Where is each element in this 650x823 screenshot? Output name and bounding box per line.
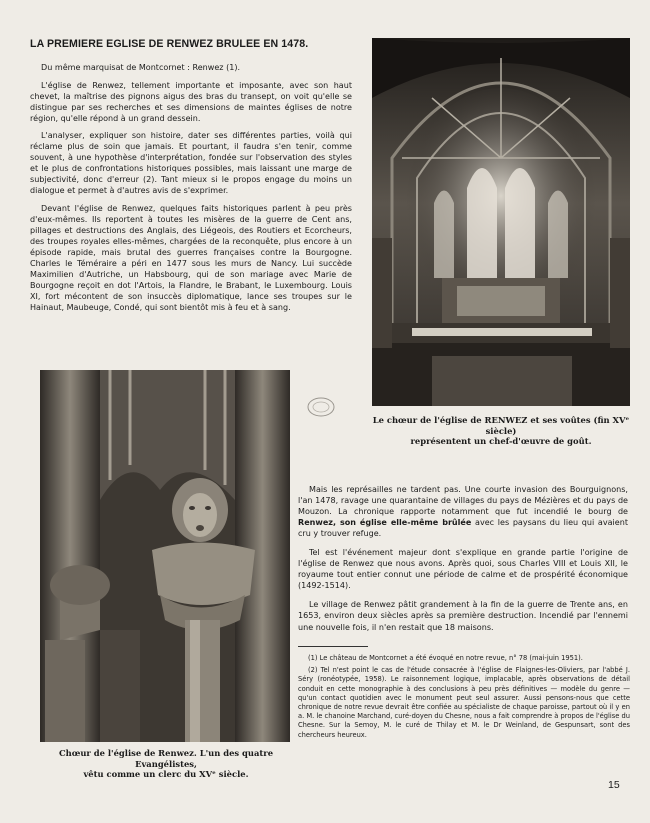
left-text-column: [30, 62, 352, 320]
article-heading: LA PREMIERE EGLISE DE RENWEZ BRULEE EN 1478.: [30, 38, 309, 50]
paragraph-text: Mais les représailles ne tardent pas. Une courte invasion des Bourguignons, l'an 1478, ravage une quarantaine de villages du pays de Mézières et du pays de Mouzon. La chronique rapporte notamment que fut incendié le bourg de: [298, 485, 628, 517]
caption-line: représentent un chef-d'œuvre de goût.: [410, 436, 592, 446]
footnote: (2) Tel n'est point le cas de l'étude consacrée à l'église de Flaignes-les-Oliviers, par l'abbé J. Séry (ronéotypée, 1958). Le raisonnement logique, implacable, après observations de détail conduit en cette monographie à des conclusions à peu près définitives — modèle du genre — qu'un contact quotidien avec le monument peut seul assurer. Aussi pensons-nous que cette chronique de notre revue devrait être confiée au spécialiste de chaque paroisse, partout où il y en a. M. le chanoine Marchand, curé-doyen du Chesne, nous a fait comprendre à propos de l'église du Chesne. Sur la Semoy, M. le curé de Thilay et M. le Dr Weinland, de Gespunsart, sont des chercheurs heureux.: [298, 666, 630, 739]
paragraph: Le village de Renwez pâtit grandement à la fin de la guerre de Trente ans, en 1653, environ deux siècles après sa première destruction. Incendié par l'ennemi une nouvelle fois, il n'en restait que 18 maisons.: [298, 600, 628, 632]
footnote-divider: [298, 646, 368, 647]
bottom-photo-caption: [30, 748, 302, 780]
choir-vault-photo: [372, 38, 630, 406]
right-text-column: [298, 484, 628, 641]
evangelist-sculpture-photo: [40, 370, 290, 742]
paragraph: L'analyser, expliquer son histoire, dater ses différentes parties, voilà qui réclame plus de soin que jamais. Et pourtant, il faudra s'en tenir, comme souvent, à une hypothèse d'interprétation, fondée sur l'observation des styles et le plus de confrontations historiques possibles, mais laissant une marge de subjectivité, donc d'erreur (2). Tant mieux si le propos engage du moins un dialogue et permet à d'autres avis de s'exprimer.: [30, 131, 352, 196]
caption-line: Le chœur de l'église de RENWEZ et ses voûtes (fin XVᵉ siècle): [372, 415, 630, 436]
footnotes: [298, 654, 630, 743]
emphasis-text: Renwez, son église elle-même brûlée: [298, 518, 472, 528]
paragraph: Tel est l'événement majeur dont s'explique en grande partie l'origine de l'église de Renwez que nous avons. Après quoi, sous Charles VIII et Louis XII, le royaume tout entier connut une période de calme et de prospérité économique (1492-1514).: [298, 548, 628, 591]
paragraph: Du même marquisat de Montcornet : Renwez (1).: [41, 63, 241, 72]
paragraph: L'église de Renwez, tellement importante et imposante, avec son haut chevet, la maîtrise des pignons aigus des bras du transept, on voit qu'elle se distingue par ses recherches et ses dimensions de maintes églises de notre région, qu'elle répond à un grand dessein.: [30, 80, 352, 123]
top-photo-caption: [360, 415, 642, 447]
page-number: 15: [608, 779, 620, 791]
paragraph: Devant l'église de Renwez, quelques faits historiques parlent à peu près d'eux-mêmes. Ils reportent à toutes les misères de la guerre de Cent ans, pillages et destructions des Anglais, des Liégeois, des Routiers et Ecorcheurs, des troupes royales elles-mêmes, chargées de la reconquête, plus encore à un épisode rapide, mais brutal des guerres françaises contre la Bourgogne. Charles le Téméraire a péri en 1477 sous les murs de Nancy. Lui succède Maximilien d'Autriche, un Habsbourg, qui de son mariage avec Marie de Bourgogne reçoit en dot l'Artois, la Flandre, le Brabant, le Luxembourg. Louis XI, fort mécontent de son insuccès diplomatique, lance ses troupes sur le Hainaut, Maubeuge, Condé, qui sont bientôt mis à feu et à sang.: [30, 204, 352, 313]
paragraph: [298, 484, 628, 539]
caption-line: vêtu comme un clerc du XVᵉ siècle.: [83, 769, 249, 779]
library-stamp: [306, 396, 336, 418]
paragraph-text: avec les paysans du lieu qui avaient cru y trouver refuge.: [298, 518, 628, 539]
caption-line: Chœur de l'église de Renwez. L'un des quatre Evangélistes,: [58, 748, 274, 769]
footnote: (1) Le château de Montcornet a été évoqué en notre revue, n° 78 (mai-juin 1951).: [308, 654, 583, 662]
